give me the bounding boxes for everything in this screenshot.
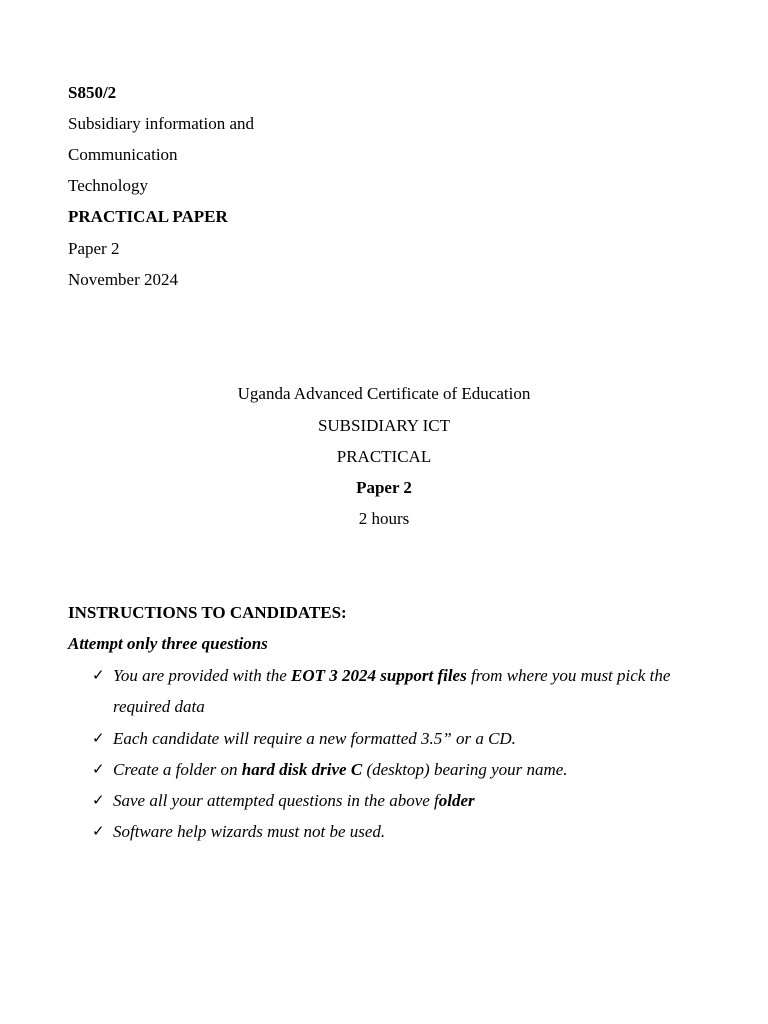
instruction-bold-text: hard disk drive C xyxy=(241,760,363,779)
exam-board: Uganda Advanced Certificate of Education xyxy=(237,384,531,403)
exam-paper: Paper 2 xyxy=(356,478,412,497)
exam-date: November 2024 xyxy=(68,270,179,289)
instruction-item xyxy=(92,785,712,816)
checkmark-icon: ✓ xyxy=(92,729,105,747)
instruction-text: Save all your attempted questions in the above f xyxy=(113,791,439,810)
checkmark-icon: ✓ xyxy=(92,791,105,809)
paper-type: PRACTICAL PAPER xyxy=(68,207,228,226)
instruction-item xyxy=(92,754,712,785)
instruction-text: You are provided with the xyxy=(113,666,292,685)
exam-duration: 2 hours xyxy=(358,509,410,528)
instruction-item xyxy=(92,660,712,722)
checkmark-icon: ✓ xyxy=(92,760,105,778)
checkmark-icon: ✓ xyxy=(92,666,105,684)
instruction-text: Software help wizards must not be used. xyxy=(113,822,386,841)
subject-line-2: Communication xyxy=(68,145,178,164)
subject-line-3: Technology xyxy=(68,176,149,195)
instruction-text: Each candidate will require a new formatted 3.5” or a CD. xyxy=(113,729,516,748)
paper-number: Paper 2 xyxy=(68,239,120,258)
instructions-heading: INSTRUCTIONS TO CANDIDATES: xyxy=(68,603,347,622)
exam-subject: SUBSIDIARY ICT xyxy=(317,416,451,435)
instruction-item xyxy=(92,816,712,847)
instruction-text: from where you must pick the required data xyxy=(113,666,671,716)
paper-code: S850/2 xyxy=(68,83,117,102)
checkmark-icon: ✓ xyxy=(92,822,105,840)
instruction-item xyxy=(92,723,712,754)
subject-line-1: Subsidiary information and xyxy=(68,114,255,133)
instruction-text: (desktop) bearing your name. xyxy=(362,760,568,779)
attempt-instruction: Attempt only three questions xyxy=(68,634,268,653)
instruction-text: Create a folder on xyxy=(113,760,242,779)
instruction-bold-text: older xyxy=(438,791,475,810)
instruction-bold-text: EOT 3 2024 support files xyxy=(291,666,467,685)
exam-kind: PRACTICAL xyxy=(336,447,432,466)
